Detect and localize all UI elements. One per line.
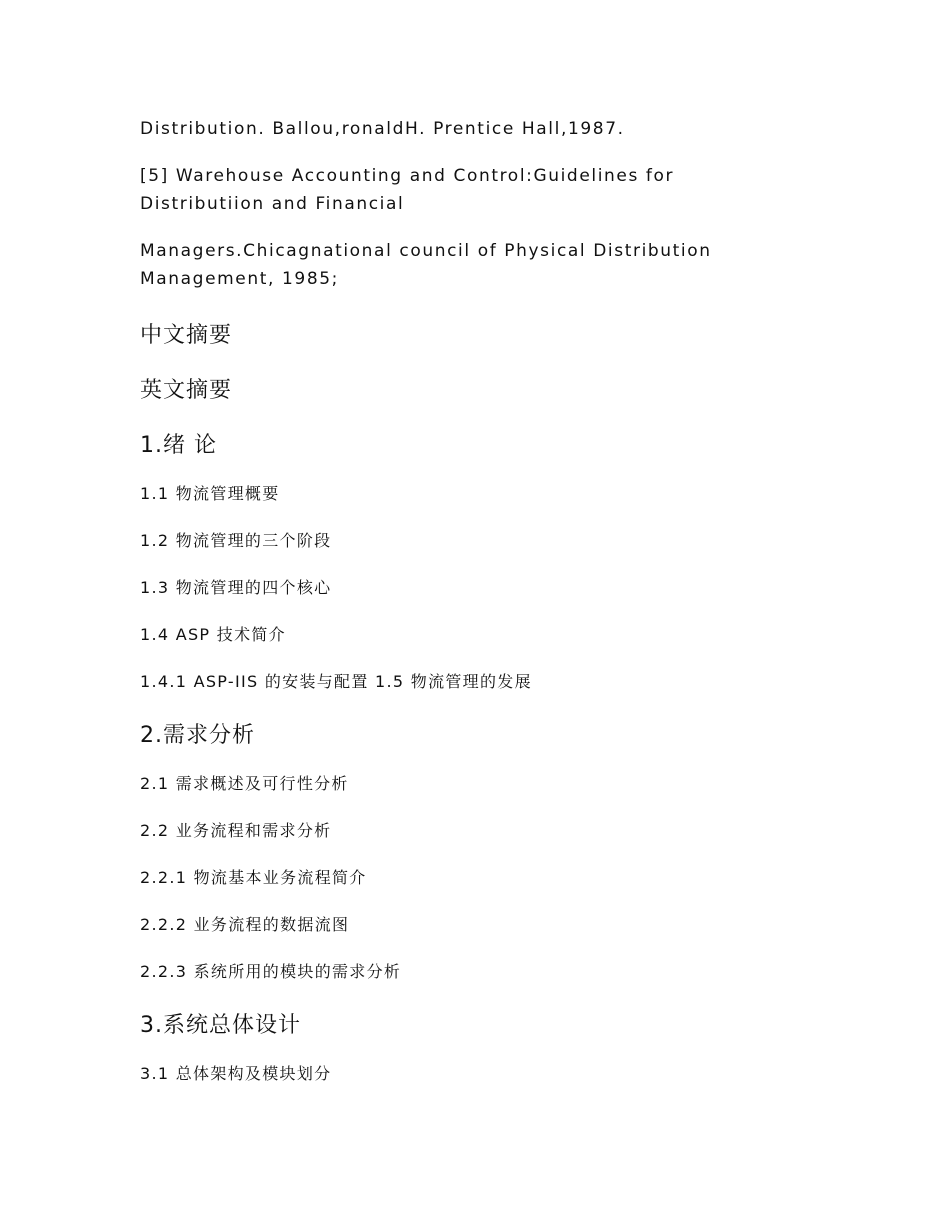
toc-section-2-2-2: 2.2.2 业务流程的数据流图 [140,915,350,934]
toc-section-2-2: 2.2 业务流程和需求分析 [140,821,332,840]
toc-english-abstract: 英文摘要 [140,378,233,403]
toc-chapter-2: 2.需求分析 [140,723,255,748]
toc-section-1-3: 1.3 物流管理的四个核心 [140,578,332,597]
toc-chapter-3: 3.系统总体设计 [140,1013,301,1038]
toc-section-3-1: 3.1 总体架构及模块划分 [140,1064,332,1083]
toc-section-1-4-1: 1.4.1 ASP-IIS 的安装与配置 1.5 物流管理的发展 [140,672,532,691]
toc-section-1-1: 1.1 物流管理概要 [140,484,280,503]
reference-line-3: Managers.Chicagnational council of Physical Distribution Management, 1985; [140,241,712,289]
toc-section-1-2: 1.2 物流管理的三个阶段 [140,531,332,550]
toc-section-1-4: 1.4 ASP 技术简介 [140,625,286,644]
toc-section-2-2-3: 2.2.3 系统所用的模块的需求分析 [140,962,402,981]
toc-chapter-1: 1.绪 论 [140,433,217,458]
toc-chinese-abstract: 中文摘要 [140,323,233,348]
reference-line-1: Distribution. Ballou,ronaldH. Prentice Hall,1987. [140,119,625,139]
toc-section-2-2-1: 2.2.1 物流基本业务流程简介 [140,868,367,887]
toc-section-2-1: 2.1 需求概述及可行性分析 [140,774,349,793]
reference-line-2: [5] Warehouse Accounting and Control:Guidelines for Distributiion and Financial [140,166,675,214]
